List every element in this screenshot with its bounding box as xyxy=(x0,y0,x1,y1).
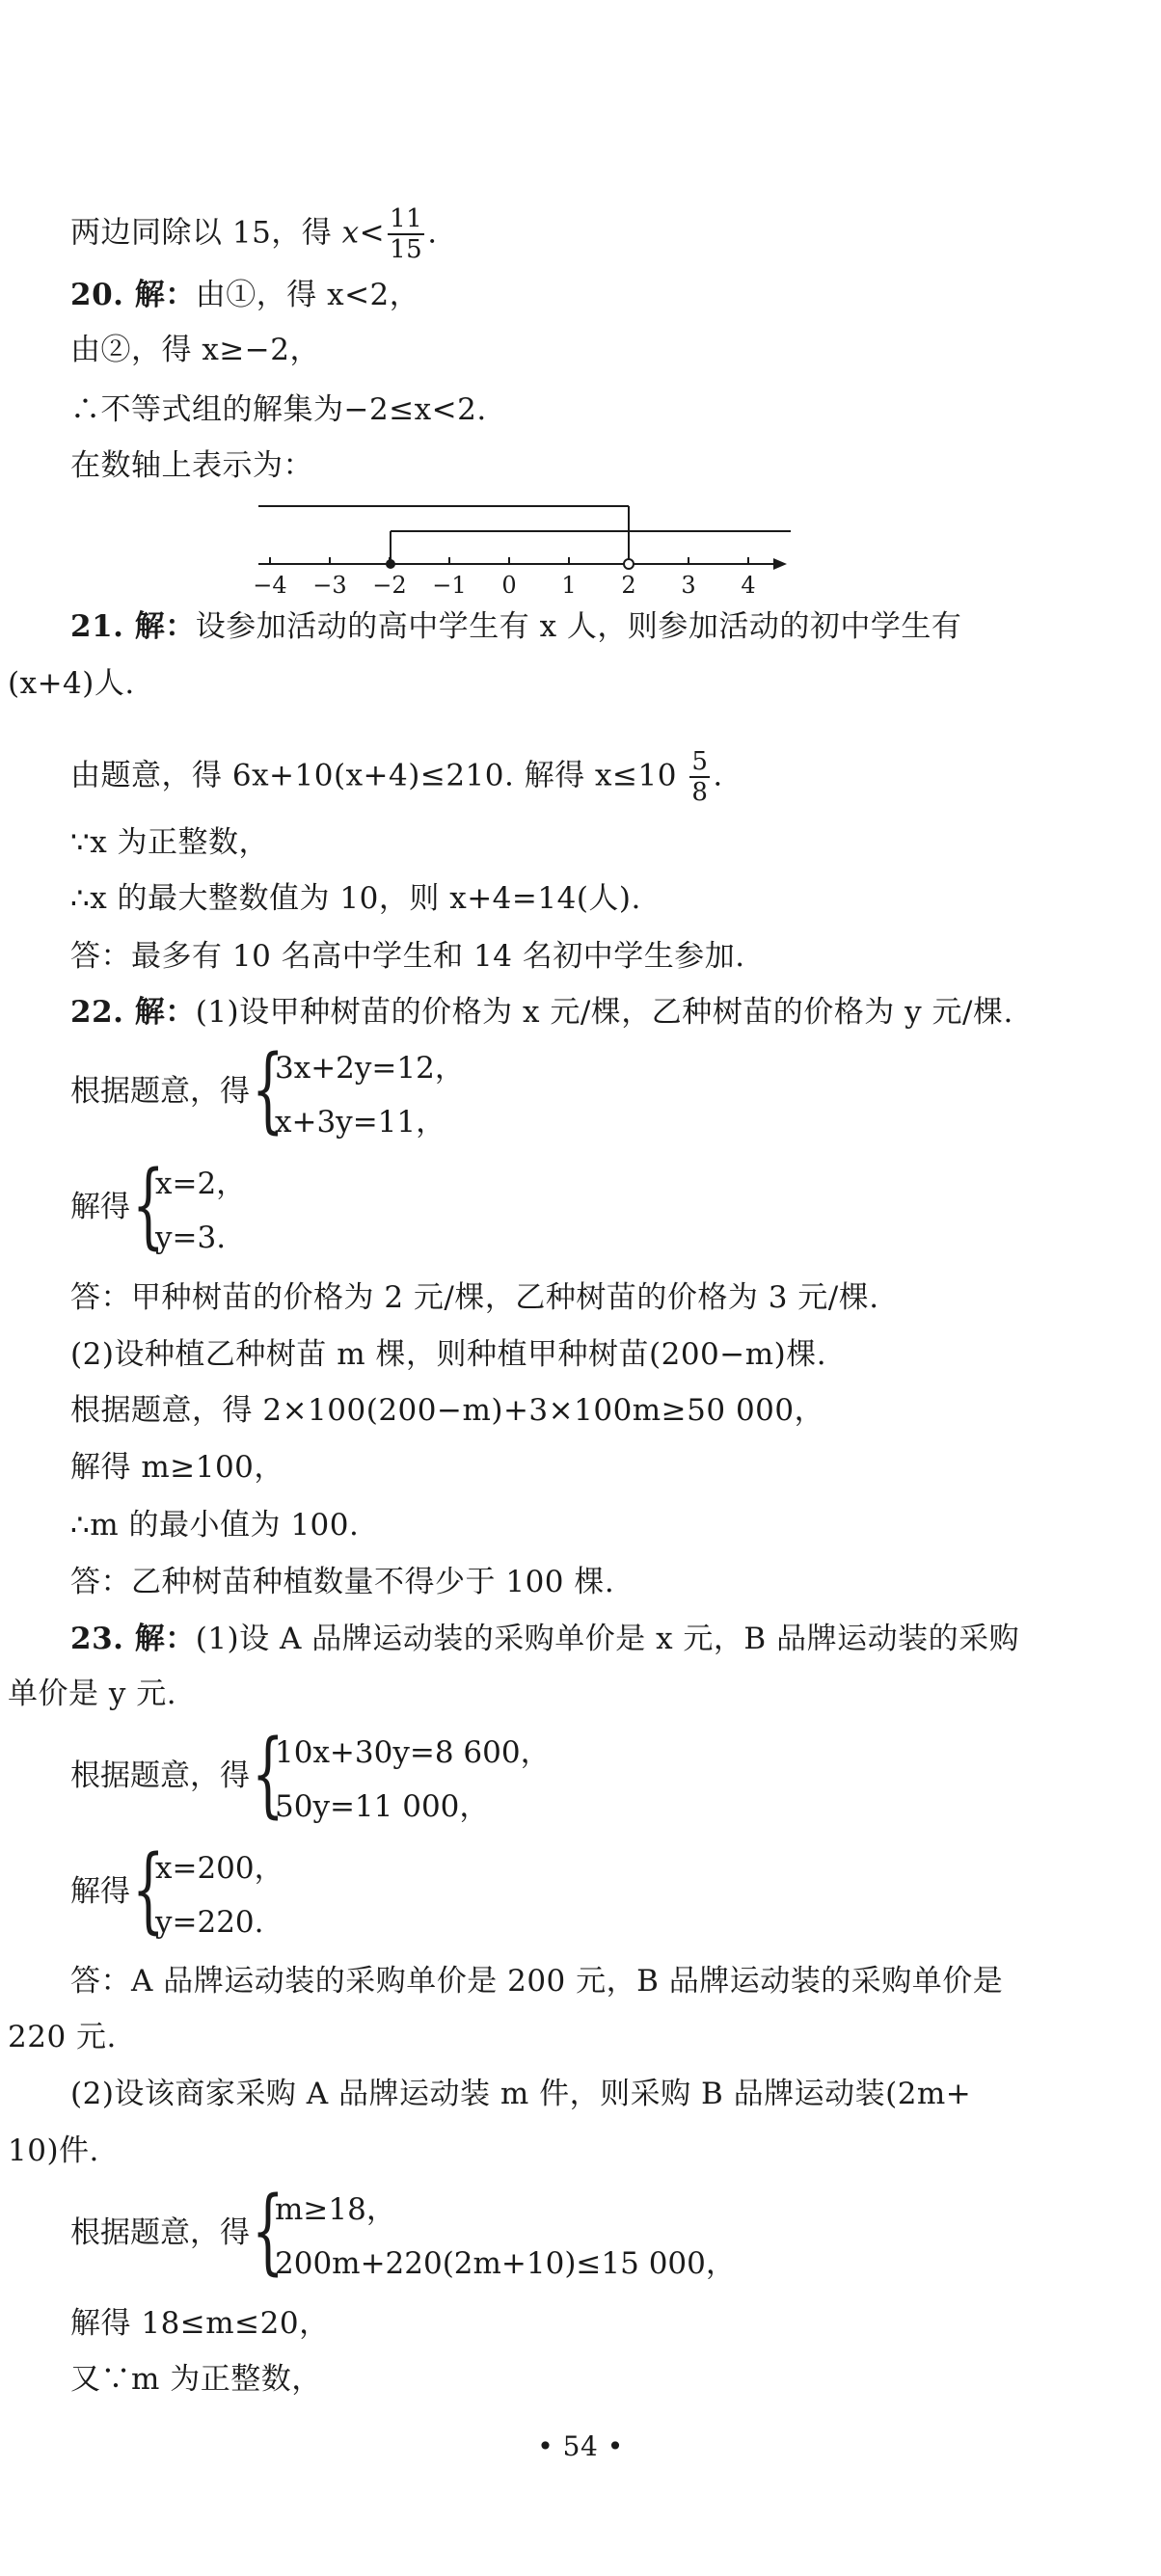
question-21 xyxy=(70,607,961,646)
brace-icon: { xyxy=(252,1720,284,1828)
text-line: 单价是 y 元. xyxy=(8,1677,177,1711)
text-line: ∴不等式组的解集为−2≤x<2. xyxy=(70,392,487,427)
fraction-numerator: 5 xyxy=(691,747,709,776)
text-line: 答：最多有 10 名高中学生和 14 名初中学生参加. xyxy=(70,939,745,974)
tick-label: −1 xyxy=(432,572,467,599)
text-line: 解得 m≥100， xyxy=(70,1450,284,1485)
question-23 xyxy=(70,1620,1019,1658)
number-line-diagram xyxy=(241,496,800,603)
system-row: x=2， xyxy=(155,1167,247,1201)
tick-label: 1 xyxy=(561,572,577,599)
text-line: 答：乙种树苗种植数量不得少于 100 棵. xyxy=(70,1565,615,1599)
system-row: y=3. xyxy=(155,1221,227,1255)
period: . xyxy=(427,215,438,251)
text-line: 答：A 品牌运动装的采购单价是 200 元，B 品牌运动装的采购单价是 xyxy=(70,1964,1004,1999)
brace-icon: { xyxy=(252,1035,284,1143)
closed-endpoint xyxy=(386,559,395,569)
text-line: (x+4)人. xyxy=(8,666,135,701)
text: (1)设甲种树苗的价格为 x 元/棵，乙种树苗的价格为 y 元/棵. xyxy=(195,995,1013,1030)
text: 设参加活动的高中学生有 x 人，则参加活动的初中学生有 xyxy=(195,609,962,644)
tick-label: −2 xyxy=(372,572,407,599)
fraction xyxy=(689,747,710,807)
text: (1)设 A 品牌运动装的采购单价是 x 元，B 品牌运动装的采购 xyxy=(195,1622,1020,1656)
question-number: 23. xyxy=(70,1622,124,1656)
open-endpoint xyxy=(624,559,634,569)
text-line xyxy=(70,747,723,807)
system-row: 200m+220(2m+10)≤15 000， xyxy=(275,2246,736,2281)
solution-label: 解： xyxy=(123,1622,196,1656)
fraction-numerator: 11 xyxy=(390,204,423,233)
system-label: 根据题意，得 xyxy=(70,2215,250,2250)
system-label: 解得 xyxy=(70,1874,130,1909)
question-number: 20. xyxy=(70,278,124,312)
axis-arrow-icon xyxy=(773,558,787,570)
inequality-system xyxy=(70,2177,745,2285)
equation-system xyxy=(70,1720,649,1828)
text-line: 在数轴上表示为： xyxy=(70,448,313,483)
operator: < xyxy=(359,215,386,251)
fraction xyxy=(388,204,424,264)
text: 由①，得 x<2， xyxy=(195,278,420,312)
system-label: 根据题意，得 xyxy=(70,1758,250,1793)
brace-icon: { xyxy=(132,1151,165,1259)
tick-label: 4 xyxy=(741,572,756,599)
text-line xyxy=(70,204,438,264)
system-row: 3x+2y=12， xyxy=(275,1051,465,1086)
text: 由题意，得 6x+10(x+4)≤210. 解得 x≤10 xyxy=(70,758,688,793)
fraction-denominator: 15 xyxy=(390,235,423,264)
system-label: 根据题意，得 xyxy=(70,1074,250,1109)
text-line: 10)件. xyxy=(8,2133,99,2168)
question-20 xyxy=(70,276,419,314)
brace-icon: { xyxy=(132,1836,165,1944)
tick-label: 0 xyxy=(501,572,517,599)
text-line: ∴m 的最小值为 100. xyxy=(70,1508,360,1543)
system-row: x=200， xyxy=(155,1851,284,1886)
text-line: ∴x 的最大整数值为 10，则 x+4=14(人). xyxy=(70,881,641,916)
tick-label: 2 xyxy=(621,572,636,599)
solution-label: 解： xyxy=(123,278,196,312)
text-line: 答：甲种树苗的价格为 2 元/棵，乙种树苗的价格为 3 元/棵. xyxy=(70,1280,879,1315)
system-row: y=220. xyxy=(155,1905,264,1940)
tick-label: 3 xyxy=(681,572,696,599)
question-number: 22. xyxy=(70,995,124,1030)
equation-system xyxy=(70,1035,553,1143)
text-line: (2)设该商家采购 A 品牌运动装 m 件，则采购 B 品牌运动装(2m+ xyxy=(70,2077,972,2111)
question-number: 21. xyxy=(70,609,124,644)
system-row: m≥18， xyxy=(275,2192,396,2227)
solution-system xyxy=(70,1836,360,1944)
question-22 xyxy=(70,993,1013,1032)
period: . xyxy=(713,758,723,793)
system-row: 50y=11 000， xyxy=(275,1789,490,1824)
text-line: (2)设种植乙种树苗 m 棵，则种植甲种树苗(200−m)棵. xyxy=(70,1337,827,1372)
tick-label: −3 xyxy=(312,572,347,599)
solution-label: 解： xyxy=(123,609,196,644)
text: 两边同除以 15，得 xyxy=(70,215,342,251)
text-line: 又∵m 为正整数， xyxy=(70,2362,322,2397)
text-line: 220 元. xyxy=(8,2020,117,2054)
text-line: 解得 18≤m≤20， xyxy=(70,2306,330,2341)
system-row: x+3y=11， xyxy=(275,1105,446,1140)
page-number: • 54 • xyxy=(537,2430,624,2462)
text-line: 由②，得 x≥−2， xyxy=(70,333,321,367)
tick-label: −4 xyxy=(253,572,287,599)
system-label: 解得 xyxy=(70,1190,130,1224)
brace-icon: { xyxy=(252,2177,284,2285)
fraction-denominator: 8 xyxy=(691,778,709,807)
text-line: 根据题意，得 2×100(200−m)+3×100m≥50 000， xyxy=(70,1393,825,1428)
variable: x xyxy=(341,215,360,251)
solution-label: 解： xyxy=(123,995,196,1030)
solution-system xyxy=(70,1151,360,1259)
text-line: ∵x 为正整数， xyxy=(70,825,270,860)
system-row: 10x+30y=8 600， xyxy=(275,1735,551,1770)
